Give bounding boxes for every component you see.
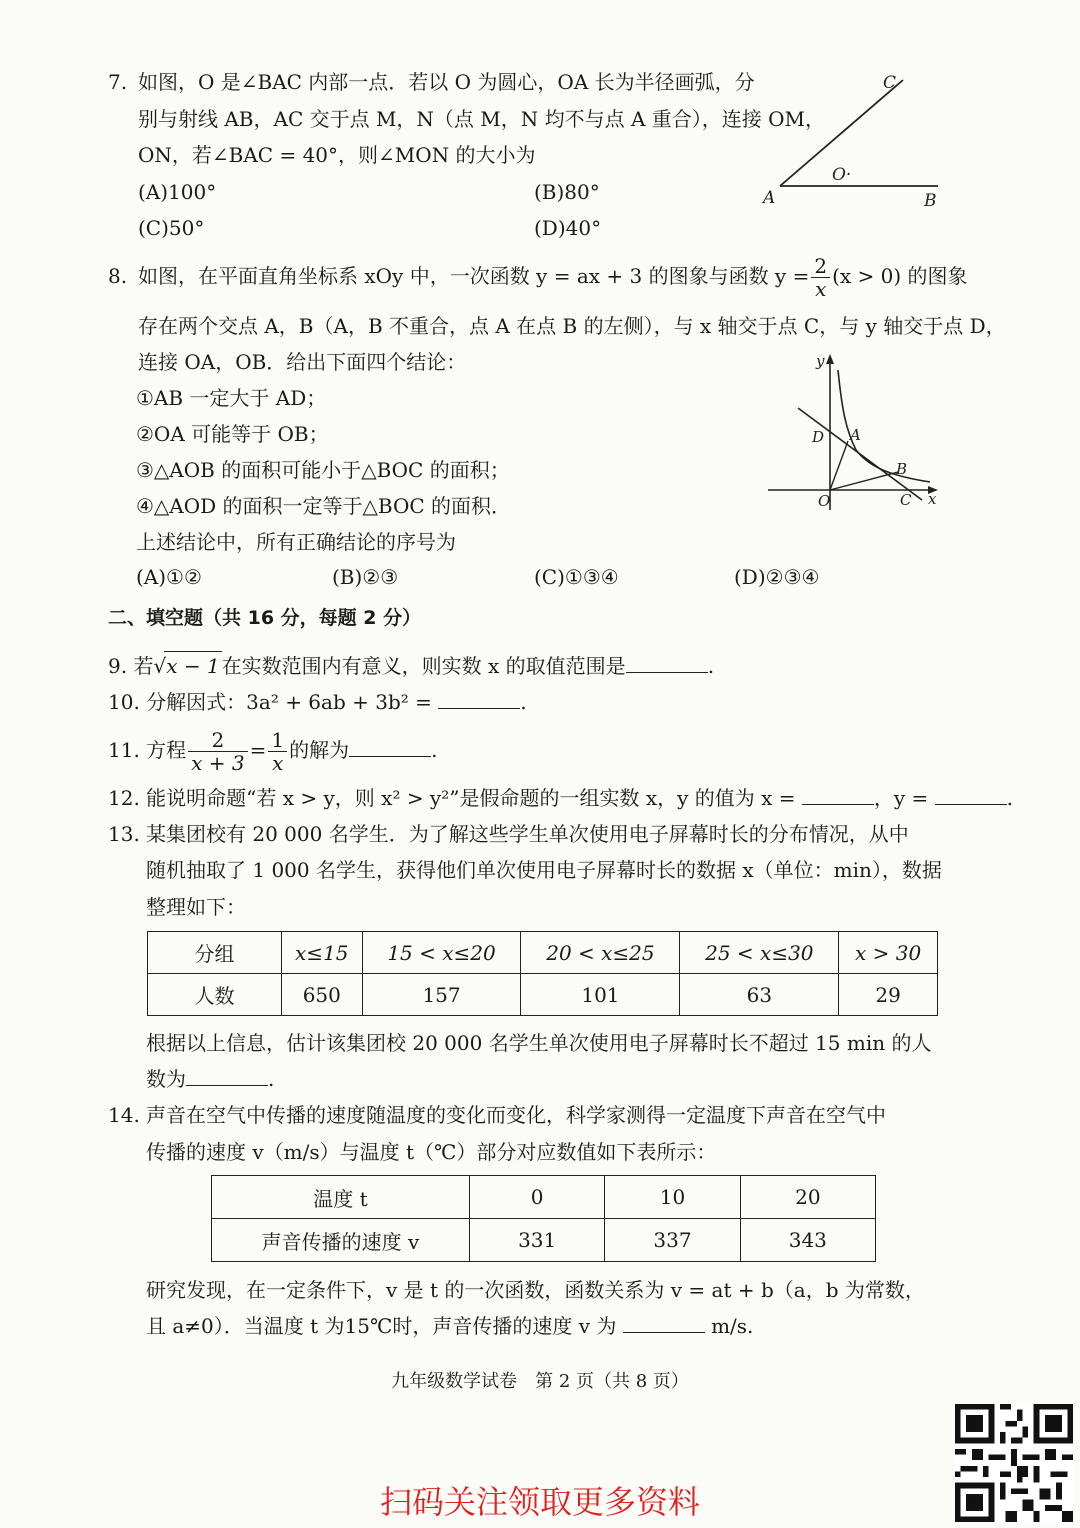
q14-number: 14.: [108, 1103, 140, 1127]
label-c: C: [900, 491, 912, 509]
q14-data-row: [212, 1219, 876, 1262]
q8-conclusion-2: ②OA 可能等于 OB；: [136, 422, 329, 446]
q7-number: 7.: [108, 70, 128, 94]
q13-after-2: 数为 .: [146, 1067, 275, 1091]
q13-line-1: 某集团校有 20 000 名学生．为了解这些学生单次使用电子屏幕时长的分布情况，从中: [146, 822, 909, 846]
table-cell: 29: [839, 974, 938, 1016]
q13-after-1: 根据以上信息，估计该集团校 20 000 名学生单次使用电子屏幕时长不超过 15 min 的人: [146, 1031, 932, 1055]
q9-radicand: x − 1: [164, 651, 221, 680]
table-cell: 101: [521, 974, 680, 1016]
q8-line-2: 存在两个交点 A，B（A，B 不重合，点 A 在点 B 的左侧），与 x 轴交于点 C，与 y 轴交于点 D，: [138, 314, 1006, 338]
label-o: O: [818, 492, 831, 510]
segment-ob: [830, 472, 898, 490]
page-footer: 九年级数学试卷 第 2 页（共 8 页）: [391, 1371, 689, 1392]
label-d: D: [812, 428, 825, 446]
table-cell: 331: [470, 1219, 605, 1262]
promo-text: 扫码关注领取更多资料: [379, 1483, 700, 1521]
table-cell: 63: [680, 974, 839, 1016]
q7-option-b: (B)80°: [534, 180, 600, 204]
q8-option-b: (B)②③: [332, 565, 399, 589]
q8-conclusion-3: ③△AOB 的面积可能小于△BOC 的面积；: [136, 458, 510, 482]
q8-line-1: 如图，在平面直角坐标系 xOy 中，一次函数 y = ax + 3 的图象与函数 y = $\frac{2}{x}$ (x > 0) 的图象: [138, 254, 968, 301]
q7-line-2: 别与射线 AB，AC 交于点 M，N（点 M，N 均不与点 A 重合），连接 OM，: [138, 107, 826, 131]
q14-line-1: 声音在空气中传播的速度随温度的变化而变化，科学家测得一定温度下声音在空气中: [146, 1103, 886, 1127]
q12-x-blank[interactable]: [802, 784, 874, 805]
q7-option-d: (D)40°: [534, 216, 602, 240]
label-b: B: [924, 191, 937, 211]
q12-line: 12. 能说明命题“若 x > y，则 x² > y²”是假命题的一组实数 x，y 的值为 x = ，y = .: [108, 786, 1014, 810]
q13-data-row: [148, 974, 938, 1016]
q7-option-c: (C)50°: [138, 216, 205, 240]
q13-line-3: 整理如下：: [146, 895, 246, 919]
table-cell: 25 < x≤30: [680, 932, 839, 974]
table-cell: 343: [740, 1219, 875, 1262]
q8-option-d: (D)②③④: [734, 565, 820, 589]
table-cell: x≤15: [282, 932, 363, 974]
label-x: x: [928, 490, 937, 508]
table-cell: 20: [740, 1176, 875, 1219]
table-cell: 650: [282, 974, 363, 1016]
q8-option-a: (A)①②: [136, 565, 202, 589]
q9-answer-blank[interactable]: [626, 652, 708, 673]
q14-after-2: 且 a≠0）．当温度 t 为15℃时，声音传播的速度 v 为 m/s.: [146, 1314, 754, 1338]
q8-question: 上述结论中，所有正确结论的序号为: [136, 530, 456, 554]
q14-header-row: [212, 1176, 876, 1219]
q8-option-c: (C)①③④: [534, 565, 619, 589]
q12-y-blank[interactable]: [935, 784, 1007, 805]
table-cell: 157: [362, 974, 521, 1016]
q7-angle-figure: [755, 66, 955, 216]
q10-line: 10. 分解因式：3a² + 6ab + 3b² = .: [108, 690, 527, 714]
label-b: B: [896, 460, 908, 478]
label-a: A: [850, 426, 861, 444]
q11-answer-blank[interactable]: [349, 736, 431, 757]
q8-fraction: $\frac{2}{x}$: [811, 255, 830, 300]
q10-answer-blank[interactable]: [438, 688, 520, 709]
table-cell: x > 30: [839, 932, 938, 974]
table-cell: 10: [605, 1176, 740, 1219]
table-cell: 温度 t: [212, 1176, 470, 1219]
section-title: 二、填空题（共 16 分，每题 2 分）: [108, 607, 422, 629]
label-y: y: [816, 352, 825, 370]
q13-number: 13.: [108, 822, 140, 846]
q8-conclusion-1: ①AB 一定大于 AD；: [136, 386, 327, 410]
table-cell: 20 < x≤25: [521, 932, 680, 974]
q9-line: 9. 若√x − 1 在实数范围内有意义，则实数 x 的取值范围是 .: [108, 651, 714, 680]
q8-line-3: 连接 OA，OB．给出下面四个结论：: [138, 350, 467, 374]
segment-oa: [830, 441, 848, 490]
label-o: O·: [832, 165, 852, 185]
q13-line-2: 随机抽取了 1 000 名学生，获得他们单次使用电子屏幕时长的数据 x（单位：min），数据: [146, 858, 942, 882]
table-cell: 0: [470, 1176, 605, 1219]
table-cell: 15 < x≤20: [362, 932, 521, 974]
q7-line-1: 如图，O 是∠BAC 内部一点．若以 O 为圆心，OA 长为半径画弧，分: [138, 70, 755, 94]
linear-function-line: [798, 408, 922, 500]
q13-header-row: [148, 932, 938, 974]
q11-line: 11. 方程 $\frac{2}{x + 3}$ = $\frac{1}{x}$ 的解为 .: [108, 728, 438, 775]
table-cell: 人数: [148, 974, 282, 1016]
table-cell: 声音传播的速度 v: [212, 1219, 470, 1262]
table-cell: 337: [605, 1219, 740, 1262]
q7-option-a: (A)100°: [138, 180, 217, 204]
q13-answer-blank[interactable]: [186, 1065, 268, 1086]
q14-after-1: 研究发现，在一定条件下，v 是 t 的一次函数，函数关系为 v = at + b（a，b 为常数，: [146, 1278, 925, 1302]
label-a: A: [763, 188, 776, 208]
table-cell: 分组: [148, 932, 282, 974]
q14-table: [211, 1175, 876, 1262]
label-c: C: [883, 73, 897, 93]
q14-answer-blank[interactable]: [623, 1312, 705, 1333]
q7-line-3: ON，若∠BAC = 40°，则∠MON 的大小为: [138, 143, 536, 167]
q8-conclusion-4: ④△AOD 的面积一定等于△BOC 的面积．: [136, 494, 512, 518]
q8-coordinate-figure: [762, 350, 947, 515]
q13-table: [147, 931, 938, 1016]
q14-line-2: 传播的速度 v（m/s）与温度 t（℃）部分对应数值如下表所示：: [146, 1140, 717, 1164]
q8-number: 8.: [108, 264, 128, 288]
